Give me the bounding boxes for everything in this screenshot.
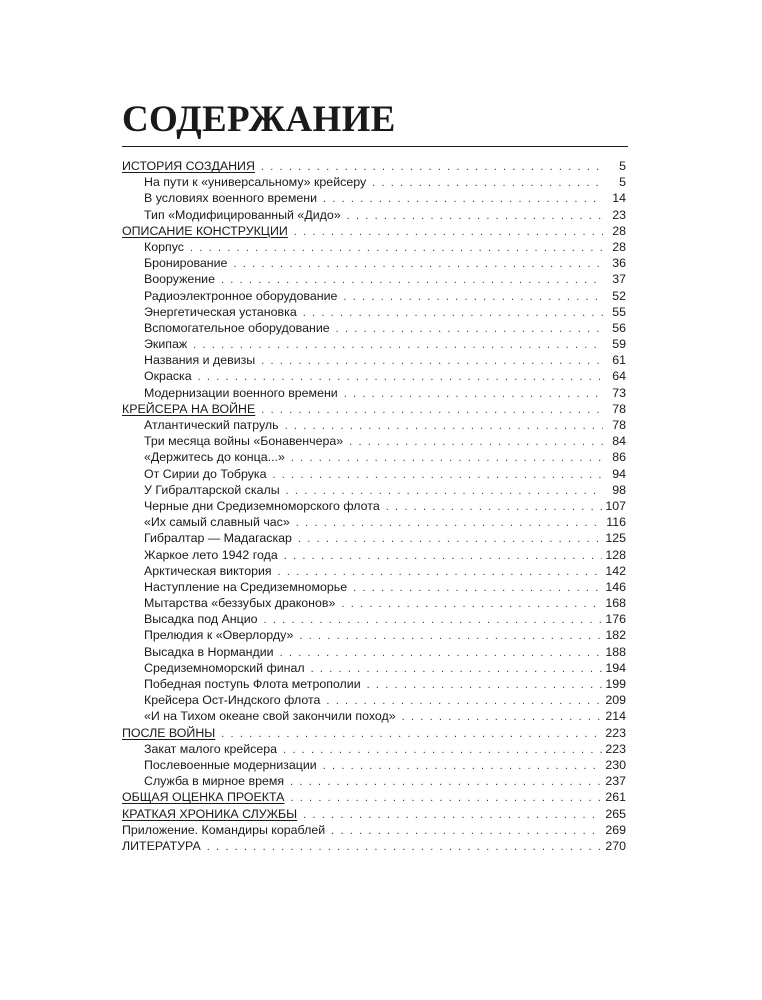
dot-leader xyxy=(296,515,603,531)
toc-page-number: 36 xyxy=(612,256,626,271)
toc-subentry[interactable] xyxy=(122,547,626,563)
toc-subentry[interactable] xyxy=(122,644,626,660)
toc-entry-title: Радиоэлектронное оборудование xyxy=(144,288,338,303)
toc-entry-title: КРАТКАЯ ХРОНИКА СЛУЖБЫ xyxy=(122,806,298,821)
dot-leader xyxy=(311,661,603,677)
toc-entry-title: ОБЩАЯ ОЦЕНКА ПРОЕКТА xyxy=(122,790,285,805)
toc-subentry[interactable] xyxy=(122,190,626,206)
toc-entry-title: Приложение. Командиры кораблей xyxy=(122,822,326,837)
toc-page-number: 37 xyxy=(612,272,626,287)
dot-leader xyxy=(298,531,602,547)
toc-subentry[interactable] xyxy=(122,288,626,304)
toc-entry-title: Три месяца войны «Бонавенчера» xyxy=(144,434,344,449)
toc-page-number: 84 xyxy=(612,434,626,449)
toc-page-number: 142 xyxy=(605,563,626,578)
toc-page-number: 116 xyxy=(606,515,626,530)
dot-leader xyxy=(286,483,603,499)
toc-page-number: 86 xyxy=(612,450,626,465)
toc-entry-title: Высадка под Анцио xyxy=(144,612,258,627)
toc-entry-title: Черные дни Средиземноморского флота xyxy=(144,498,380,513)
toc-entry-title: Тип «Модифицированный «Дидо» xyxy=(144,207,341,222)
toc-page-number: 214 xyxy=(605,709,626,724)
toc-entry-title: Модернизации военного времени xyxy=(144,385,338,400)
toc-page-number: 270 xyxy=(605,838,626,853)
toc-page-number: 176 xyxy=(605,612,626,627)
dot-leader xyxy=(264,612,603,628)
dot-leader xyxy=(372,175,603,191)
toc-entry-title: От Сирии до Тобрука xyxy=(144,466,267,481)
toc-subentry[interactable] xyxy=(122,773,626,789)
toc-page-number: 59 xyxy=(612,337,626,352)
toc-entry-title: Арктическая виктория xyxy=(144,563,272,578)
dot-leader xyxy=(341,596,602,612)
toc-subentry[interactable] xyxy=(122,676,626,692)
toc-page-number: 223 xyxy=(605,741,626,756)
toc-subentry[interactable] xyxy=(122,514,626,530)
toc-subentry[interactable] xyxy=(122,304,626,320)
dot-leader xyxy=(193,337,603,353)
toc-page-number: 223 xyxy=(605,725,626,740)
toc-page-number: 5 xyxy=(619,159,626,173)
toc-page-number: 194 xyxy=(605,660,626,675)
toc-entry-title: Послевоенные модернизации xyxy=(144,757,317,772)
toc-entry-title: Названия и девизы xyxy=(144,353,256,368)
toc-subentry[interactable] xyxy=(122,368,626,384)
toc-entry-title: Гибралтар — Мадагаскар xyxy=(144,531,292,546)
dot-leader xyxy=(402,709,603,725)
dot-leader xyxy=(353,580,602,596)
toc-entry-title: Закат малого крейсера xyxy=(144,741,278,756)
toc-subentry[interactable] xyxy=(122,563,626,579)
toc-page-number: 230 xyxy=(605,757,626,772)
toc-entry-title: «Держитесь до конца...» xyxy=(144,450,285,465)
toc-subentry[interactable] xyxy=(122,449,626,465)
toc-page-number: 168 xyxy=(605,596,626,611)
dot-leader xyxy=(299,628,602,644)
toc-subentry[interactable] xyxy=(122,579,626,595)
toc-page-number: 265 xyxy=(605,806,626,821)
toc-page-number: 55 xyxy=(612,304,626,319)
dot-leader xyxy=(278,564,603,580)
dot-leader xyxy=(198,369,603,385)
toc-subentry[interactable] xyxy=(122,611,626,627)
toc-subentry[interactable] xyxy=(122,708,626,724)
toc-page-number: 209 xyxy=(605,693,626,708)
dot-leader xyxy=(221,272,603,288)
toc-page-number: 188 xyxy=(605,644,626,659)
toc-subentry[interactable] xyxy=(122,530,626,546)
dot-leader xyxy=(283,742,602,758)
toc-entry-title: Победная поступь Флота метрополии xyxy=(144,677,361,691)
toc-subentry[interactable] xyxy=(122,207,626,223)
dot-leader xyxy=(272,467,603,483)
toc-entry-title: ОПИСАНИЕ КОНСТРУКЦИИ xyxy=(122,223,288,238)
dot-leader xyxy=(261,353,603,369)
toc-page-number: 269 xyxy=(605,822,626,837)
toc-page-number: 5 xyxy=(619,175,626,190)
toc-entry-title: Вспомогательное оборудование xyxy=(144,320,330,335)
toc-entry-title: Прелюдия к «Оверлорду» xyxy=(144,628,294,643)
dot-leader xyxy=(221,726,602,742)
toc-subentry[interactable] xyxy=(122,595,626,611)
toc-entry-title: Служба в мирное время xyxy=(144,774,285,789)
dot-leader xyxy=(285,418,603,434)
title-rule xyxy=(122,146,628,147)
toc-page-number: 146 xyxy=(605,579,626,594)
toc-subentry[interactable] xyxy=(122,417,626,433)
toc-page-number: 14 xyxy=(612,191,626,206)
dot-leader xyxy=(291,450,603,466)
toc-page-number: 94 xyxy=(612,466,626,481)
dot-leader xyxy=(294,224,603,240)
toc-page-number: 28 xyxy=(612,239,626,254)
dot-leader xyxy=(303,807,602,823)
dot-leader xyxy=(284,548,603,564)
toc-entry-title: «Их самый славный час» xyxy=(144,515,290,530)
dot-leader xyxy=(347,208,603,224)
toc-page-number: 64 xyxy=(612,369,626,384)
toc-entry-title: Вооружение xyxy=(144,272,215,287)
dot-leader xyxy=(261,402,603,418)
toc-subentry[interactable] xyxy=(122,239,626,255)
toc-page-number: 199 xyxy=(605,677,626,691)
toc-page-number: 28 xyxy=(612,223,626,238)
toc-entry[interactable] xyxy=(122,789,626,805)
dot-leader xyxy=(367,677,603,693)
toc-subentry[interactable] xyxy=(122,385,626,401)
toc-page-number: 52 xyxy=(612,288,626,303)
toc-entry-title: Высадка в Нормандии xyxy=(144,644,274,659)
toc-entry-title: «И на Тихом океане свой закончили поход» xyxy=(144,709,396,724)
toc-entry-title: ПОСЛЕ ВОЙНЫ xyxy=(122,725,216,740)
toc-page-number: 78 xyxy=(612,418,626,432)
dot-leader xyxy=(290,774,602,790)
toc-page-number: 182 xyxy=(605,628,626,643)
toc-entry-title: У Гибралтарской скалы xyxy=(144,482,280,497)
dot-leader xyxy=(190,240,603,256)
dot-leader xyxy=(331,823,602,839)
toc-entry-title: Энергетическая установка xyxy=(144,304,297,319)
toc-entry-title: Экипаж xyxy=(144,337,188,352)
toc-subentry[interactable] xyxy=(122,757,626,773)
dot-leader xyxy=(303,305,603,321)
toc-entry-title: Атлантический патруль xyxy=(144,418,279,432)
toc-page-number: 73 xyxy=(612,385,626,400)
toc-entry-title: Наступление на Средиземноморье xyxy=(144,579,348,594)
toc-entry[interactable] xyxy=(122,806,626,822)
toc-subentry[interactable] xyxy=(122,482,626,498)
toc-subentry[interactable] xyxy=(122,320,626,336)
toc-page-number: 128 xyxy=(605,547,626,562)
toc-subentry[interactable] xyxy=(122,271,626,287)
toc-entry-title: Бронирование xyxy=(144,256,228,271)
toc-entry-title: Окраска xyxy=(144,369,192,384)
toc-entry-title: Корпус xyxy=(144,239,184,254)
toc-entry[interactable] xyxy=(122,158,626,174)
toc-entry-title: Средиземноморский финал xyxy=(144,660,305,675)
toc-page-number: 107 xyxy=(605,498,626,513)
toc-entry[interactable] xyxy=(122,822,626,838)
dot-leader xyxy=(233,256,603,272)
dot-leader xyxy=(349,434,603,450)
toc-entry[interactable] xyxy=(122,401,626,417)
toc-subentry[interactable] xyxy=(122,498,626,514)
toc-entry-title: Мытарства «беззубых драконов» xyxy=(144,596,336,611)
toc-subentry[interactable] xyxy=(122,741,626,757)
toc-entry-title: Крейсера Ост-Индского флота xyxy=(144,693,321,708)
toc-entry-title: ЛИТЕРАТУРА xyxy=(122,838,201,853)
toc-entry-title: ИСТОРИЯ СОЗДАНИЯ xyxy=(122,159,255,173)
table-of-contents xyxy=(122,158,626,854)
toc-page-number: 261 xyxy=(605,790,626,805)
toc-subentry[interactable] xyxy=(122,336,626,352)
dot-leader xyxy=(290,790,602,806)
dot-leader xyxy=(326,693,602,709)
toc-entry-title: КРЕЙСЕРА НА ВОЙНЕ xyxy=(122,401,256,416)
toc-subentry[interactable] xyxy=(122,660,626,676)
dot-leader xyxy=(323,191,603,207)
dot-leader xyxy=(344,386,603,402)
toc-entry[interactable] xyxy=(122,223,626,239)
dot-leader xyxy=(386,499,603,515)
toc-page-number: 237 xyxy=(605,774,626,789)
dot-leader xyxy=(323,758,603,774)
dot-leader xyxy=(261,159,603,175)
toc-subentry[interactable] xyxy=(122,692,626,708)
toc-page-number: 78 xyxy=(612,401,626,416)
toc-entry[interactable] xyxy=(122,838,626,854)
toc-subentry[interactable] xyxy=(122,627,626,643)
toc-page-number: 56 xyxy=(612,320,626,335)
toc-entry[interactable] xyxy=(122,725,626,741)
toc-subentry[interactable] xyxy=(122,466,626,482)
page-title: СОДЕРЖАНИЕ xyxy=(122,99,396,140)
dot-leader xyxy=(336,321,603,337)
toc-page-number: 98 xyxy=(612,482,626,497)
toc-subentry[interactable] xyxy=(122,174,626,190)
dot-leader xyxy=(207,839,603,855)
toc-subentry[interactable] xyxy=(122,255,626,271)
toc-entry-title: Жаркое лето 1942 года xyxy=(144,547,278,562)
toc-subentry[interactable] xyxy=(122,352,626,368)
toc-page-number: 61 xyxy=(612,353,626,368)
dot-leader xyxy=(280,645,603,661)
toc-entry-title: На пути к «универсальному» крейсеру xyxy=(144,175,367,190)
toc-entry-title: В условиях военного времени xyxy=(144,191,317,206)
toc-page-number: 125 xyxy=(605,531,626,546)
dot-leader xyxy=(343,289,603,305)
toc-page-number: 23 xyxy=(612,207,626,222)
toc-subentry[interactable] xyxy=(122,433,626,449)
